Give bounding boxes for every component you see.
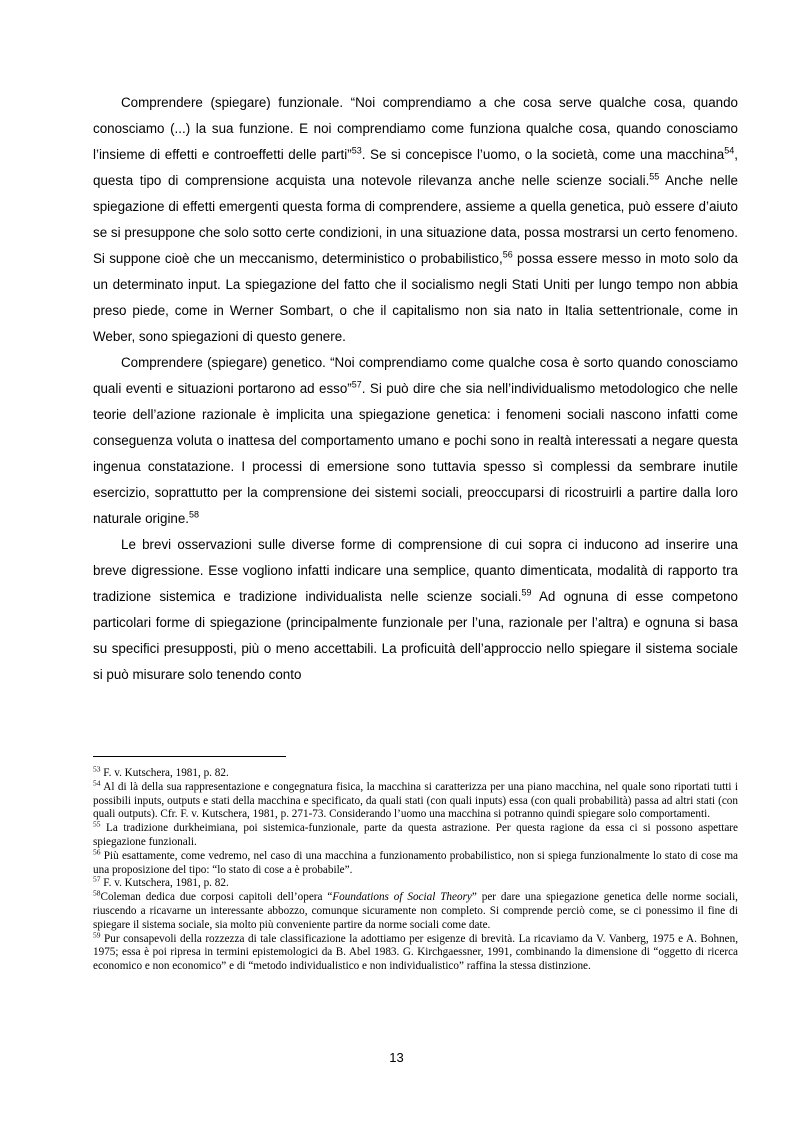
italic-title: Foundations of Social Theory	[332, 891, 472, 904]
footnote	[93, 819, 738, 850]
footnote-reference: 59	[521, 587, 532, 598]
footnote	[93, 764, 738, 781]
text-run: , questa tipo di comprensione acquista una notevole rilevanza anche nelle scienze sociali.	[93, 147, 738, 188]
text-run: ” per dare una spiegazione genetica delle norme sociali, riuscendo a ricavarne un interessante abbozzo, comunque sicuramente non completo. Si comprende perciò come, se ci ponessimo il fine di spiegare il sistema sociale, sia molto più conveniente partire da norme sociali come date.	[93, 891, 738, 931]
text-run: Comprendere (spiegare) funzionale. “Noi comprendiamo a che cosa serve qualche cosa, quando conosciamo (...) la sua funzione. E noi comprendiamo come funziona qualche cosa, quando conosciamo l’insieme di effetti e controeffetti delle parti”	[93, 95, 738, 162]
text-run: F. v. Kutschera, 1981, p. 82.	[100, 767, 229, 779]
text-run: Più esattamente, come vedremo, nel caso di una macchina a funzionamento probabilistico, non si spiega funzionalmente lo stato di cose ma una proposizione del tipo: “lo stato di cose a è probabile”.	[93, 849, 738, 876]
text-run: Anche nelle spiegazione di effetti emergenti questa forma di comprendere, assieme a quella genetica, può essere d’aiuto se si presuppone che solo sotto certe condizioni, in una situazione data, possa mostrarsi un certo fenomeno. Si suppone cioè che un meccanismo, deterministico o probabilistico,	[93, 173, 738, 266]
footnote	[93, 874, 738, 891]
text-run: possa essere messo in moto solo da un determinato input. La spiegazione del fatto che il socialismo negli Stati Uniti per lungo tempo non abbia preso piede, come in Werner Sombart, o che il capitalismo non sia nato in Italia settentrionale, come in Weber, sono spiegazioni di questo genere.	[93, 251, 738, 344]
footnote	[93, 888, 738, 932]
text-run: Al di là della sua rappresentazione e congegnatura fisica, la macchina si caratterizza per una piano macchina, nel quale sono riportati tutti i possibili inputs, outputs e stati della macchina e specificato, da quali stati (con quali inputs) essa (con quali probabilità) passa ad altri stati (con quali outputs). Cfr. F. v. Kutschera, 1981, p. 271-73. Considerando l’uomo una macchina si potranno quindi spiegare solo comportamenti.	[93, 780, 738, 821]
footnote-reference: 57	[351, 379, 362, 390]
footnote-reference: 55	[649, 171, 660, 182]
footnote-reference: 56	[502, 249, 513, 260]
footnote-reference: 53	[351, 145, 362, 156]
footnote-reference: 58	[189, 509, 200, 520]
footnote-number: 55	[93, 819, 101, 829]
footnotes-section	[93, 764, 738, 974]
text-run: F. v. Kutschera, 1981, p. 82.	[100, 877, 229, 890]
text-run: Le brevi osservazioni sulle diverse forme di comprensione di cui sopra ci inducono ad inserire una breve digressione. Esse vogliono infatti indicare una semplice, quanto dimenticata, modalità di rapporto tra tradizione sistemica e tradizione individualista nelle scienze sociali.	[93, 537, 738, 604]
paragraph	[93, 532, 738, 688]
text-run: . Si può dire che sia nell’individualismo metodologico che nelle teorie dell’azione razionale è implicita una spiegazione genetica: i fenomeni sociali nascono infatti come conseguenza voluta o inattesa del comportamento umano e pochi sono in realtà interessati a negare questa ingenua constatazione. I processi di emersione sono tuttavia spesso sì complessi da sembrare inutile esercizio, soprattutto per la comprensione dei sistemi sociali, preoccuparsi di ricostruirli a partire dalla loro naturale origine.	[93, 381, 738, 526]
footnote-separator	[93, 756, 286, 757]
text-run: Ad ognuna di esse competono particolari forme di spiegazione (principalmente funzionale per l’una, razionale per l’altra) e ognuna si basa su specifici presupposti, più o meno accettabili. La proficuità dell’approccio nello spiegare il sistema sociale si può misurare solo tenendo conto	[93, 589, 738, 682]
footnote-number: 56	[93, 847, 101, 857]
text-run: La tradizione durkheimiana, poi sistemica-funzionale, parte da questa astrazione. Per questa ragione da essa ci si possono aspettare spiegazione funzionali.	[93, 822, 738, 848]
main-text	[93, 90, 738, 688]
paragraph	[93, 350, 738, 532]
footnote	[93, 929, 738, 974]
page-number: 13	[389, 1050, 404, 1065]
text-run: . Se si concepisce l’uomo, o la società, come una macchina	[361, 147, 725, 162]
footnote-number: 57	[93, 874, 101, 884]
footnote-number: 58	[93, 888, 101, 898]
page-body	[93, 90, 738, 688]
text-run: Pur consapevoli della rozzezza di tale classificazione la adottiamo per esigenze di brevità. La ricaviamo da V. Vanberg, 1975 e A. Bohnen, 1975; essa è poi ripresa in termini epistemologici da B. Abel 1983. G. Kirchgaessner, 1991, combinando la dimensione di “oggetto di ricerca economico e non economico” e di “metodo individualistico e non individualistico” raffina la stessa distinzione.	[93, 932, 738, 973]
text-run: Coleman dedica due corposi capitoli dell’opera “	[100, 891, 333, 904]
footnote-number: 53	[93, 764, 101, 774]
footnote-reference: 54	[724, 145, 735, 156]
footnote-number: 59	[93, 929, 101, 939]
footnote-number: 54	[93, 778, 101, 788]
paragraph	[93, 90, 738, 350]
footnote	[93, 778, 738, 822]
text-run: Comprendere (spiegare) genetico. “Noi comprendiamo come qualche cosa è sorto quando conosciamo quali eventi e situazioni portarono ad esso”	[93, 355, 738, 396]
footnote	[93, 847, 738, 878]
